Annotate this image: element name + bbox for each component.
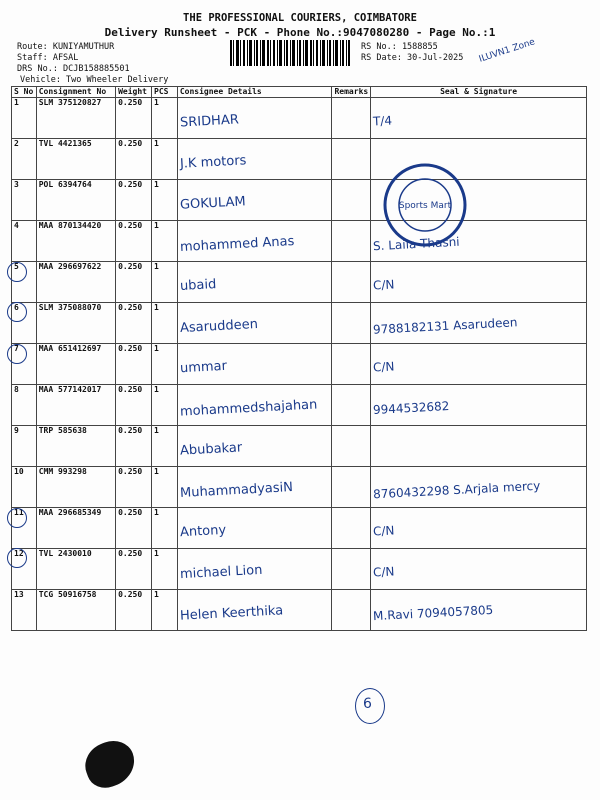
consignment-cell: TVL 4421365 — [36, 139, 115, 180]
signature-cell — [371, 385, 587, 426]
ink-blot — [79, 735, 141, 793]
consignment-cell: TRP 585638 — [36, 426, 115, 467]
barcode — [230, 40, 350, 66]
pcs-cell: 1 — [152, 180, 178, 221]
col-sno: S No — [12, 87, 37, 98]
col-consignee: Consignee Details — [177, 87, 332, 98]
col-signature: Seal & Signature — [371, 87, 587, 98]
consignee-cell — [177, 262, 332, 303]
handwritten-consignee: Helen Keerthika — [179, 603, 284, 624]
drs-number: DRS No.: DCJB158885501 — [17, 64, 130, 74]
signature-cell — [371, 549, 587, 590]
weight-cell: 0.250 — [116, 426, 152, 467]
consignment-cell: MAA 870134420 — [36, 221, 115, 262]
weight-cell: 0.250 — [116, 549, 152, 590]
sno-cell: 13 — [12, 590, 37, 631]
sno-cell: 8 — [12, 385, 37, 426]
signature-cell — [371, 303, 587, 344]
remarks-cell — [332, 180, 371, 221]
signature-cell — [371, 344, 587, 385]
consignment-cell: TVL 2430010 — [36, 549, 115, 590]
consignment-cell: CMM 993298 — [36, 467, 115, 508]
row-mark-12 — [7, 548, 27, 568]
weight-cell: 0.250 — [116, 303, 152, 344]
handwritten-consignee: MuhammadyasiN — [179, 480, 294, 501]
table-row — [12, 180, 587, 221]
weight-cell: 0.250 — [116, 590, 152, 631]
col-weight: Weight — [116, 87, 152, 98]
handwritten-signature: 9788182131 Asarudeen — [372, 315, 518, 337]
consignment-cell: SLM 375120827 — [36, 98, 115, 139]
sno-cell: 9 — [12, 426, 37, 467]
weight-cell: 0.250 — [116, 180, 152, 221]
consignee-cell — [177, 508, 332, 549]
table-row — [12, 221, 587, 262]
pcs-cell: 1 — [152, 221, 178, 262]
runsheet-subtitle: Delivery Runsheet - PCK - Phone No.:9047080280 - Page No.:1 — [104, 26, 496, 39]
handwritten-signature: 8760432298 S.Arjala mercy — [372, 478, 541, 502]
remarks-cell — [332, 98, 371, 139]
handwritten-consignee: mohammed Anas — [179, 234, 295, 255]
sno-cell: 1 — [12, 98, 37, 139]
pcs-cell: 1 — [152, 98, 178, 139]
col-consignment: Consignment No — [36, 87, 115, 98]
weight-cell: 0.250 — [116, 508, 152, 549]
consignee-cell — [177, 344, 332, 385]
consignment-cell: MAA 651412697 — [36, 344, 115, 385]
consignee-cell — [177, 303, 332, 344]
remarks-cell — [332, 508, 371, 549]
row-mark-5 — [7, 262, 27, 282]
table-row — [12, 467, 587, 508]
handwritten-consignee: ummar — [179, 358, 228, 377]
consignee-cell — [177, 221, 332, 262]
sno-cell: 11 — [12, 508, 37, 549]
consignee-cell — [177, 467, 332, 508]
remarks-cell — [332, 467, 371, 508]
sno-cell: 6 — [12, 303, 37, 344]
handwritten-consignee: ubaid — [179, 277, 217, 294]
table-row — [12, 426, 587, 467]
handwritten-consignee: SRIDHAR — [179, 112, 240, 131]
pcs-cell: 1 — [152, 344, 178, 385]
handwritten-signature: C/N — [372, 277, 395, 293]
pcs-cell: 1 — [152, 549, 178, 590]
sno-cell: 7 — [12, 344, 37, 385]
weight-cell: 0.250 — [116, 98, 152, 139]
consignment-cell: TCG 50916758 — [36, 590, 115, 631]
delivery-stamp — [380, 160, 470, 250]
handwritten-consignee: GOKULAM — [179, 194, 246, 213]
sno-cell: 5 — [12, 262, 37, 303]
col-remarks: Remarks — [332, 87, 371, 98]
consignment-cell: MAA 296685349 — [36, 508, 115, 549]
remarks-cell — [332, 262, 371, 303]
remarks-cell — [332, 303, 371, 344]
svg-text:Sports Mart: Sports Mart — [398, 201, 452, 211]
consignee-cell — [177, 426, 332, 467]
consignment-cell: POL 6394764 — [36, 180, 115, 221]
consignee-cell — [177, 385, 332, 426]
signature-cell — [371, 98, 587, 139]
remarks-cell — [332, 426, 371, 467]
remarks-cell — [332, 344, 371, 385]
sno-cell: 12 — [12, 549, 37, 590]
pcs-cell: 1 — [152, 426, 178, 467]
row-mark-11 — [7, 508, 27, 528]
handwritten-consignee: Antony — [179, 522, 227, 541]
handwritten-signature: T/4 — [372, 113, 393, 129]
handwritten-consignee: michael Lion — [179, 562, 263, 583]
consignment-cell: MAA 296697622 — [36, 262, 115, 303]
handwritten-consignee: J.K motors — [179, 153, 247, 172]
sno-cell: 10 — [12, 467, 37, 508]
signature-cell — [371, 590, 587, 631]
vehicle: Vehicle: Two Wheeler Delivery — [20, 75, 169, 85]
footer-circle-mark: 6 — [355, 688, 385, 724]
pcs-cell: 1 — [152, 139, 178, 180]
signature-cell — [371, 508, 587, 549]
row-mark-6 — [7, 302, 27, 322]
company-title: THE PROFESSIONAL COURIERS, COIMBATORE — [183, 12, 417, 24]
remarks-cell — [332, 385, 371, 426]
signature-cell — [371, 467, 587, 508]
row-mark-7 — [7, 344, 27, 364]
consignee-cell — [177, 139, 332, 180]
weight-cell: 0.250 — [116, 467, 152, 508]
remarks-cell — [332, 221, 371, 262]
weight-cell: 0.250 — [116, 139, 152, 180]
handwritten-signature: C/N — [372, 523, 395, 539]
handwritten-signature: M.Ravi 7094057805 — [372, 602, 494, 624]
weight-cell: 0.250 — [116, 221, 152, 262]
consignee-cell — [177, 180, 332, 221]
pcs-cell: 1 — [152, 385, 178, 426]
table-row — [12, 262, 587, 303]
runsheet-table — [11, 86, 587, 631]
rs-date: RS Date: 30-Jul-2025 — [361, 53, 464, 63]
pcs-cell: 1 — [152, 508, 178, 549]
table-row — [12, 139, 587, 180]
weight-cell: 0.250 — [116, 385, 152, 426]
consignee-cell — [177, 590, 332, 631]
weight-cell: 0.250 — [116, 344, 152, 385]
remarks-cell — [332, 549, 371, 590]
remarks-cell — [332, 139, 371, 180]
rs-number: RS No.: 1588855 — [361, 42, 438, 52]
handwritten-signature: 9944532682 — [372, 399, 450, 417]
handwritten-consignee: Abubakar — [179, 440, 243, 459]
signature-cell — [371, 426, 587, 467]
table-row — [12, 508, 587, 549]
col-pcs: PCS — [152, 87, 178, 98]
pcs-cell: 1 — [152, 467, 178, 508]
table-row — [12, 344, 587, 385]
weight-cell: 0.250 — [116, 262, 152, 303]
remarks-cell — [332, 590, 371, 631]
handwritten-consignee: mohammedshajahan — [179, 397, 318, 420]
sno-cell: 3 — [12, 180, 37, 221]
consignment-cell: SLM 375088070 — [36, 303, 115, 344]
table-row — [12, 303, 587, 344]
handwritten-signature: S. Laila Thasni — [372, 234, 461, 254]
table-row — [12, 590, 587, 631]
table-header — [12, 87, 587, 98]
handwritten-consignee: Asaruddeen — [179, 316, 259, 337]
sno-cell: 4 — [12, 221, 37, 262]
consignment-cell: MAA 577142017 — [36, 385, 115, 426]
handwritten-signature: C/N — [372, 564, 395, 580]
table-row — [12, 549, 587, 590]
table-row — [12, 98, 587, 139]
table-row — [12, 385, 587, 426]
route: Route: KUNIYAMUTHUR — [17, 42, 115, 52]
handwritten-signature: C/N — [372, 359, 395, 375]
pcs-cell: 1 — [152, 590, 178, 631]
sno-cell: 2 — [12, 139, 37, 180]
staff: Staff: AFSAL — [17, 53, 79, 63]
consignee-cell — [177, 549, 332, 590]
consignee-cell — [177, 98, 332, 139]
signature-cell — [371, 262, 587, 303]
margin-note: ILUVN1 Zone — [477, 37, 537, 65]
pcs-cell: 1 — [152, 303, 178, 344]
pcs-cell: 1 — [152, 262, 178, 303]
